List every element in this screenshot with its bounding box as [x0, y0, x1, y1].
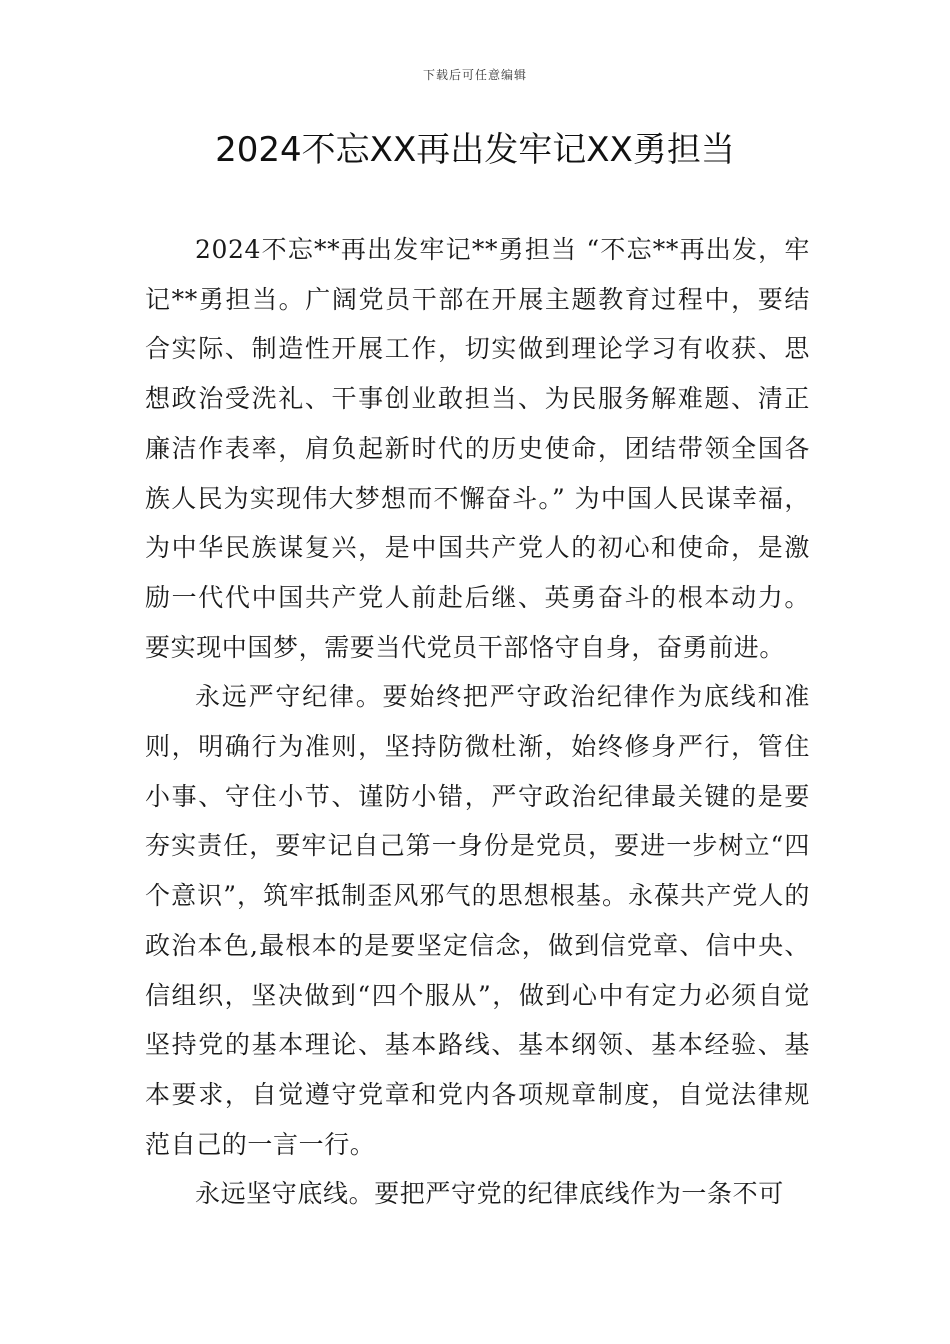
paragraph-3: 永远坚守底线。要把严守党的纪律底线作为一条不可: [195, 1179, 784, 1209]
document-body: [145, 225, 810, 1219]
paragraph-1: 2024不忘**再出发牢记**勇担当 “不忘**再出发，牢记**勇担当。广阔党员干部在开展主题教育过程中，要结合实际、制造性开展工作，切实做到理论学习有收获、思想政治受洗礼、干事创业敢担当、为民服务解难题、清正廉洁作表率，肩负起新时代的历史使命，团结带领全国各族人民为实现伟大梦想而不懈奋斗。” 为中国人民谋幸福，为中华民族谋复兴，是中国共产党人的初心和使命，是激励一代代中国共产党人前赴后继、英勇奋斗的根本动力。要实现中国梦，需要当代党员干部恪守自身，奋勇前进。: [145, 235, 810, 662]
document-title: 2024不忘XX再出发牢记XX勇担当: [215, 130, 735, 170]
paragraph-2: 永远严守纪律。要始终把严守政治纪律作为底线和准则，明确行为准则，坚持防微杜渐，始终修身严行，管住小事、守住小节、谨防小错，严守政治纪律最关键的是要夯实责任，要牢记自己第一身份是党员，要进一步树立“四个意识”，筑牢抵制歪风邪气的思想根基。永葆共产党人的政治本色,最根本的是要坚定信念，做到信党章、信中央、信组织，坚决做到“四个服从”，做到心中有定力必须自觉坚持党的基本理论、基本路线、基本纲领、基本经验、基本要求，自觉遵守党章和党内各项规章制度，自觉法律规范自己的一言一行。: [145, 682, 810, 1159]
header-note: 下载后可任意编辑: [422, 68, 527, 82]
